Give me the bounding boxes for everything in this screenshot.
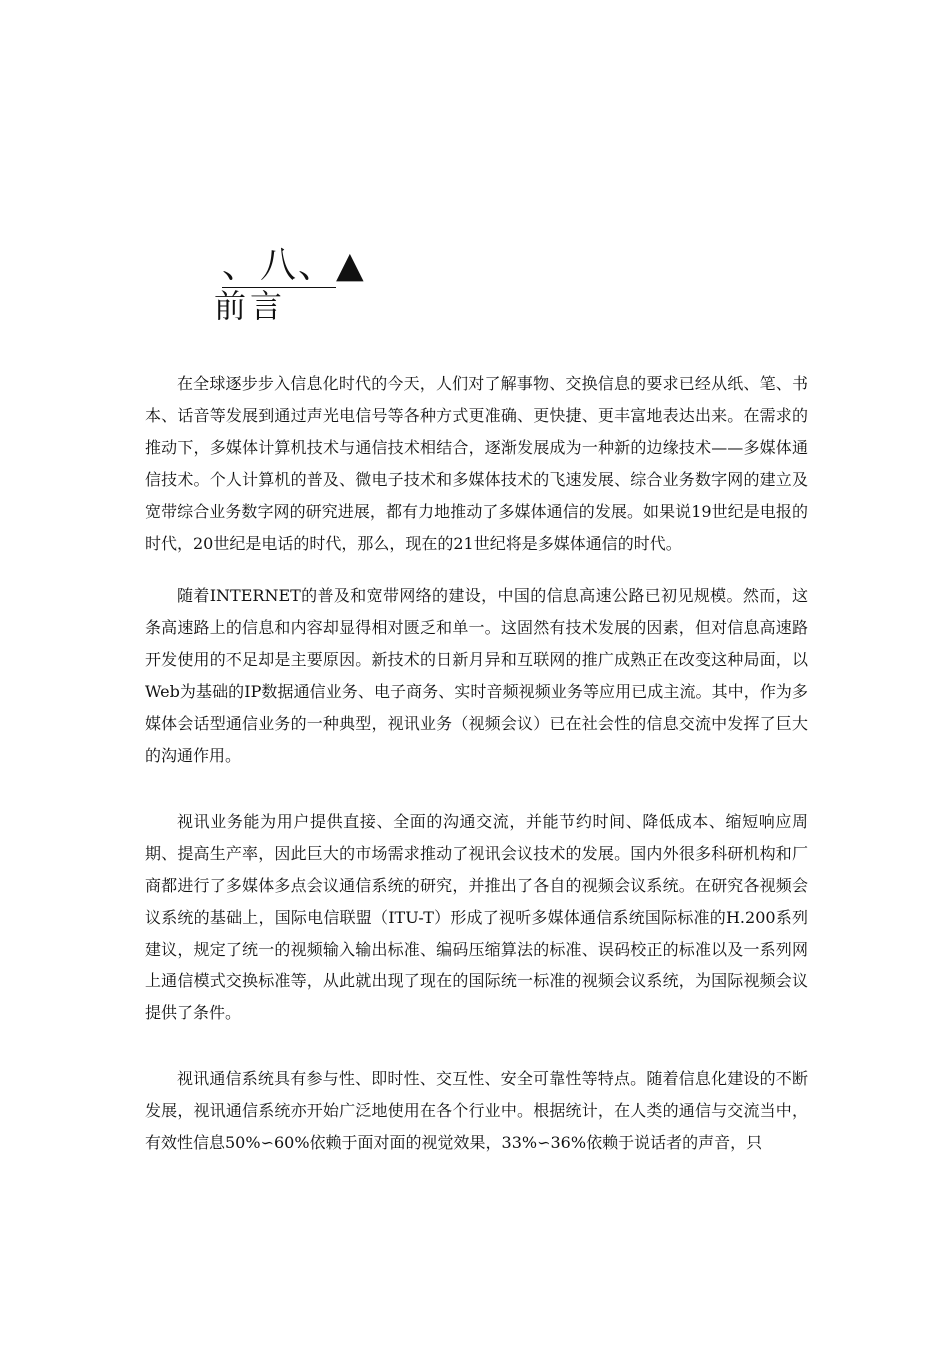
paragraph: 在全球逐步步入信息化时代的今天，人们对了解事物、交换信息的要求已经从纸、笔、书本、话音等发展到通过声光电信号等各种方式更准确、更快捷、更丰富地表达出来。在需求的推动下，多媒体计算机技术与通信技术相结合，逐渐发展成为一种新的边缘技术——多媒体通信技术。个人计算机的普及、微电子技术和多媒体技术的飞速发展、综合业务数字网的建立及宽带综合业务数字网的研究进展，都有力地推动了多媒体通信的发展。如果说19世纪是电报的时代，20世纪是电话的时代，那么，现在的21世纪将是多媒体通信的时代。 [145,374,808,553]
paragraph: 视讯通信系统具有参与性、即时性、交互性、安全可靠性等特点。随着信息化建设的不断发展，视讯通信系统亦开始广泛地使用在各个行业中。根据统计，在人类的通信与交流当中，有效性信息50%∽60%依赖于面对面的视觉效果，33%∽36%依赖于说话者的声音，只 [145,1069,808,1153]
page-title: 前言 [214,287,287,325]
triangle-glyph: ▲ [336,245,366,286]
heading-glyphs [222,246,366,286]
paragraph: 随着INTERNET的普及和宽带网络的建设，中国的信息高速公路已初见规模。然而，这条高速路上的信息和内容却显得相对匮乏和单一。这固然有技术发展的因素，但对信息高速路开发使用的不足却是主要原因。新技术的日新月异和互联网的推广成熟正在改变这种局面，以Web为基础的IP数据通信业务、电子商务、实时音频视频业务等应用已成主流。其中，作为多媒体会话型通信业务的一种典型，视讯业务（视频会议）已在社会性的信息交流中发挥了巨大的沟通作用。 [145,586,808,765]
paragraph: 视讯业务能为用户提供直接、全面的沟通交流，并能节约时间、降低成本、缩短响应周期、提高生产率，因此巨大的市场需求推动了视讯会议技术的发展。国内外很多科研机构和厂商都进行了多媒体多点会议通信系统的研究，并推出了各自的视频会议系统。在研究各视频会议系统的基础上，国际电信联盟（ITU-T）形成了视听多媒体通信系统国际标准的H.200系列建议，规定了统一的视频输入输出标准、编码压缩算法的标准、误码校正的标准以及一系列网上通信模式交换标准等，从此就出现了现在的国际统一标准的视频会议系统，为国际视频会议提供了条件。 [145,811,808,1023]
body-text [145,368,808,1159]
heading-glyphs-underlined: 、八、 [222,245,337,286]
